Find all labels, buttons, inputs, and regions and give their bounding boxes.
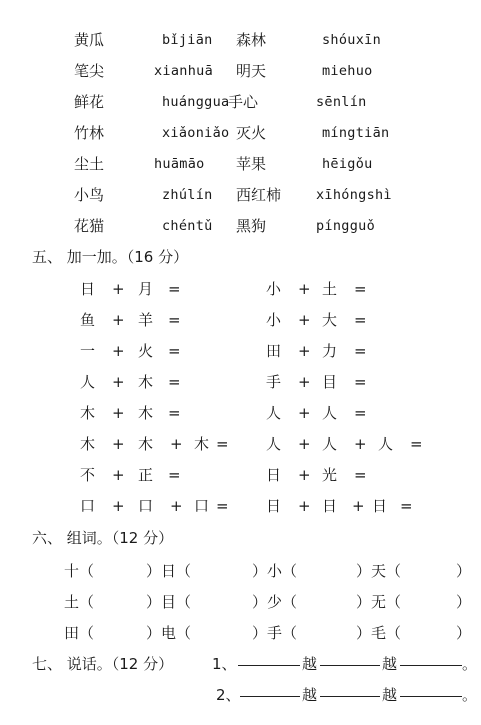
match-pinyin: xīhóngshì [316,187,392,203]
add-op: + [112,466,125,484]
add-term: 木 [138,373,154,391]
add-op: = [354,404,367,422]
add-op: = [410,435,423,453]
item-number: 1、 [212,655,237,673]
add-op: = [354,373,367,391]
add-term: 不 [80,466,96,484]
add-op: = [354,342,367,360]
add-term: 正 [138,466,154,484]
add-term: 人 [80,373,96,391]
add-op: + [298,373,311,391]
section-five-title: 五、 加一加。（16 分） [32,248,189,266]
match-word: 灭火 [236,124,267,142]
yue-word: 越 [382,686,398,704]
match-pinyin: bǐjiān [162,32,213,48]
add-term: 木 [194,435,210,453]
word-prompt: ）无（ [356,593,402,611]
match-pinyin: chéntǔ [162,218,213,234]
add-op: + [298,466,311,484]
add-op: = [168,373,181,391]
word-prompt: ）日（ [146,562,192,580]
word-prompt: ） [456,593,472,611]
yue-word: 越 [382,655,398,673]
add-term: 田 [266,342,282,360]
yue-word: 越 [302,686,318,704]
match-pinyin: sēnlín [316,94,367,110]
word-prompt: ）天（ [356,562,402,580]
yue-word: 越 [302,655,318,673]
add-op: + [298,280,311,298]
match-word: 手心 [228,93,259,111]
add-term: 日 [322,497,338,515]
match-word: 苹果 [236,155,267,173]
match-pinyin: miehuo [322,63,373,79]
match-pinyin: xianhuā [154,63,213,79]
match-word: 明天 [236,62,267,80]
fill-line [240,696,300,697]
add-op: + [112,280,125,298]
fill-line [238,665,300,666]
add-term: 木 [138,435,154,453]
fill-line [400,696,462,697]
match-word: 笔尖 [74,62,105,80]
add-term: 大 [322,311,338,329]
word-prompt: 土（ [64,593,95,611]
add-op: + [298,404,311,422]
add-op: + [298,435,311,453]
add-term: 小 [266,311,282,329]
add-op: + [298,342,311,360]
add-op: = [168,342,181,360]
match-word: 尘土 [74,155,105,173]
word-prompt: ）少（ [252,593,298,611]
add-op: + [298,497,311,515]
match-word: 鲜花 [74,93,105,111]
add-term: 日 [372,497,388,515]
add-op: + [112,404,125,422]
add-term: 口 [80,497,96,515]
add-term: 目 [322,373,338,391]
match-word: 竹林 [74,124,105,142]
add-term: 月 [138,280,154,298]
add-term: 手 [266,373,282,391]
add-term: 人 [322,435,338,453]
add-op: + [112,311,125,329]
add-op: = [168,311,181,329]
add-term: 木 [80,435,96,453]
add-op: = [168,466,181,484]
fill-line [320,696,380,697]
add-op: = [168,404,181,422]
item-number: 2、 [216,686,241,704]
add-op: + [354,435,367,453]
word-prompt: ）目（ [146,593,192,611]
word-prompt: 田（ [64,624,95,642]
add-term: 口 [138,497,154,515]
sentence-end: 。 [462,686,478,704]
word-prompt: ）毛（ [356,624,402,642]
add-term: 人 [266,404,282,422]
add-op: + [352,497,365,515]
fill-line [400,665,462,666]
sentence-end: 。 [462,655,478,673]
add-term: 土 [322,280,338,298]
add-op: + [298,311,311,329]
match-word: 西红柿 [236,186,282,204]
word-prompt: 十（ [64,562,95,580]
add-term: 人 [322,404,338,422]
fill-line [320,665,380,666]
add-op: + [170,435,183,453]
match-pinyin: píngguǒ [316,218,375,234]
add-term: 光 [322,466,338,484]
match-pinyin: xiǎoniǎo [162,125,230,141]
add-op: + [112,373,125,391]
add-op: = [400,497,413,515]
word-prompt: ）手（ [252,624,298,642]
add-term: 力 [322,342,338,360]
add-term: 木 [138,404,154,422]
add-term: 火 [138,342,154,360]
match-pinyin: shóuxīn [322,32,381,48]
add-term: 人 [266,435,282,453]
match-pinyin: zhúlín [162,187,213,203]
add-term: 日 [266,466,282,484]
add-term: 口 [194,497,210,515]
add-term: 日 [266,497,282,515]
match-pinyin: huánggua [162,94,230,110]
match-word: 黄瓜 [74,31,105,49]
word-prompt: ）小（ [252,562,298,580]
add-op: = [354,311,367,329]
match-pinyin: míngtiān [322,125,390,141]
add-term: 羊 [138,311,154,329]
match-word: 花猫 [74,217,105,235]
add-term: 鱼 [80,311,96,329]
match-word: 黑狗 [236,217,267,235]
add-term: 一 [80,342,96,360]
add-op: + [112,497,125,515]
add-term: 日 [80,280,96,298]
add-op: = [168,280,181,298]
match-word: 小鸟 [74,186,105,204]
section-seven-title: 七、 说话。（12 分） [32,655,174,673]
add-op: + [170,497,183,515]
section-six-title: 六、 组词。（12 分） [32,529,174,547]
add-op: = [216,497,229,515]
add-op: = [354,280,367,298]
add-op: = [216,435,229,453]
add-term: 木 [80,404,96,422]
add-op: + [112,342,125,360]
word-prompt: ）电（ [146,624,192,642]
add-term: 小 [266,280,282,298]
add-op: + [112,435,125,453]
match-pinyin: huāmāo [154,156,205,172]
word-prompt: ） [456,562,472,580]
match-pinyin: hēigǒu [322,156,373,172]
add-op: = [354,466,367,484]
word-prompt: ） [456,624,472,642]
match-word: 森林 [236,31,267,49]
add-term: 人 [378,435,394,453]
